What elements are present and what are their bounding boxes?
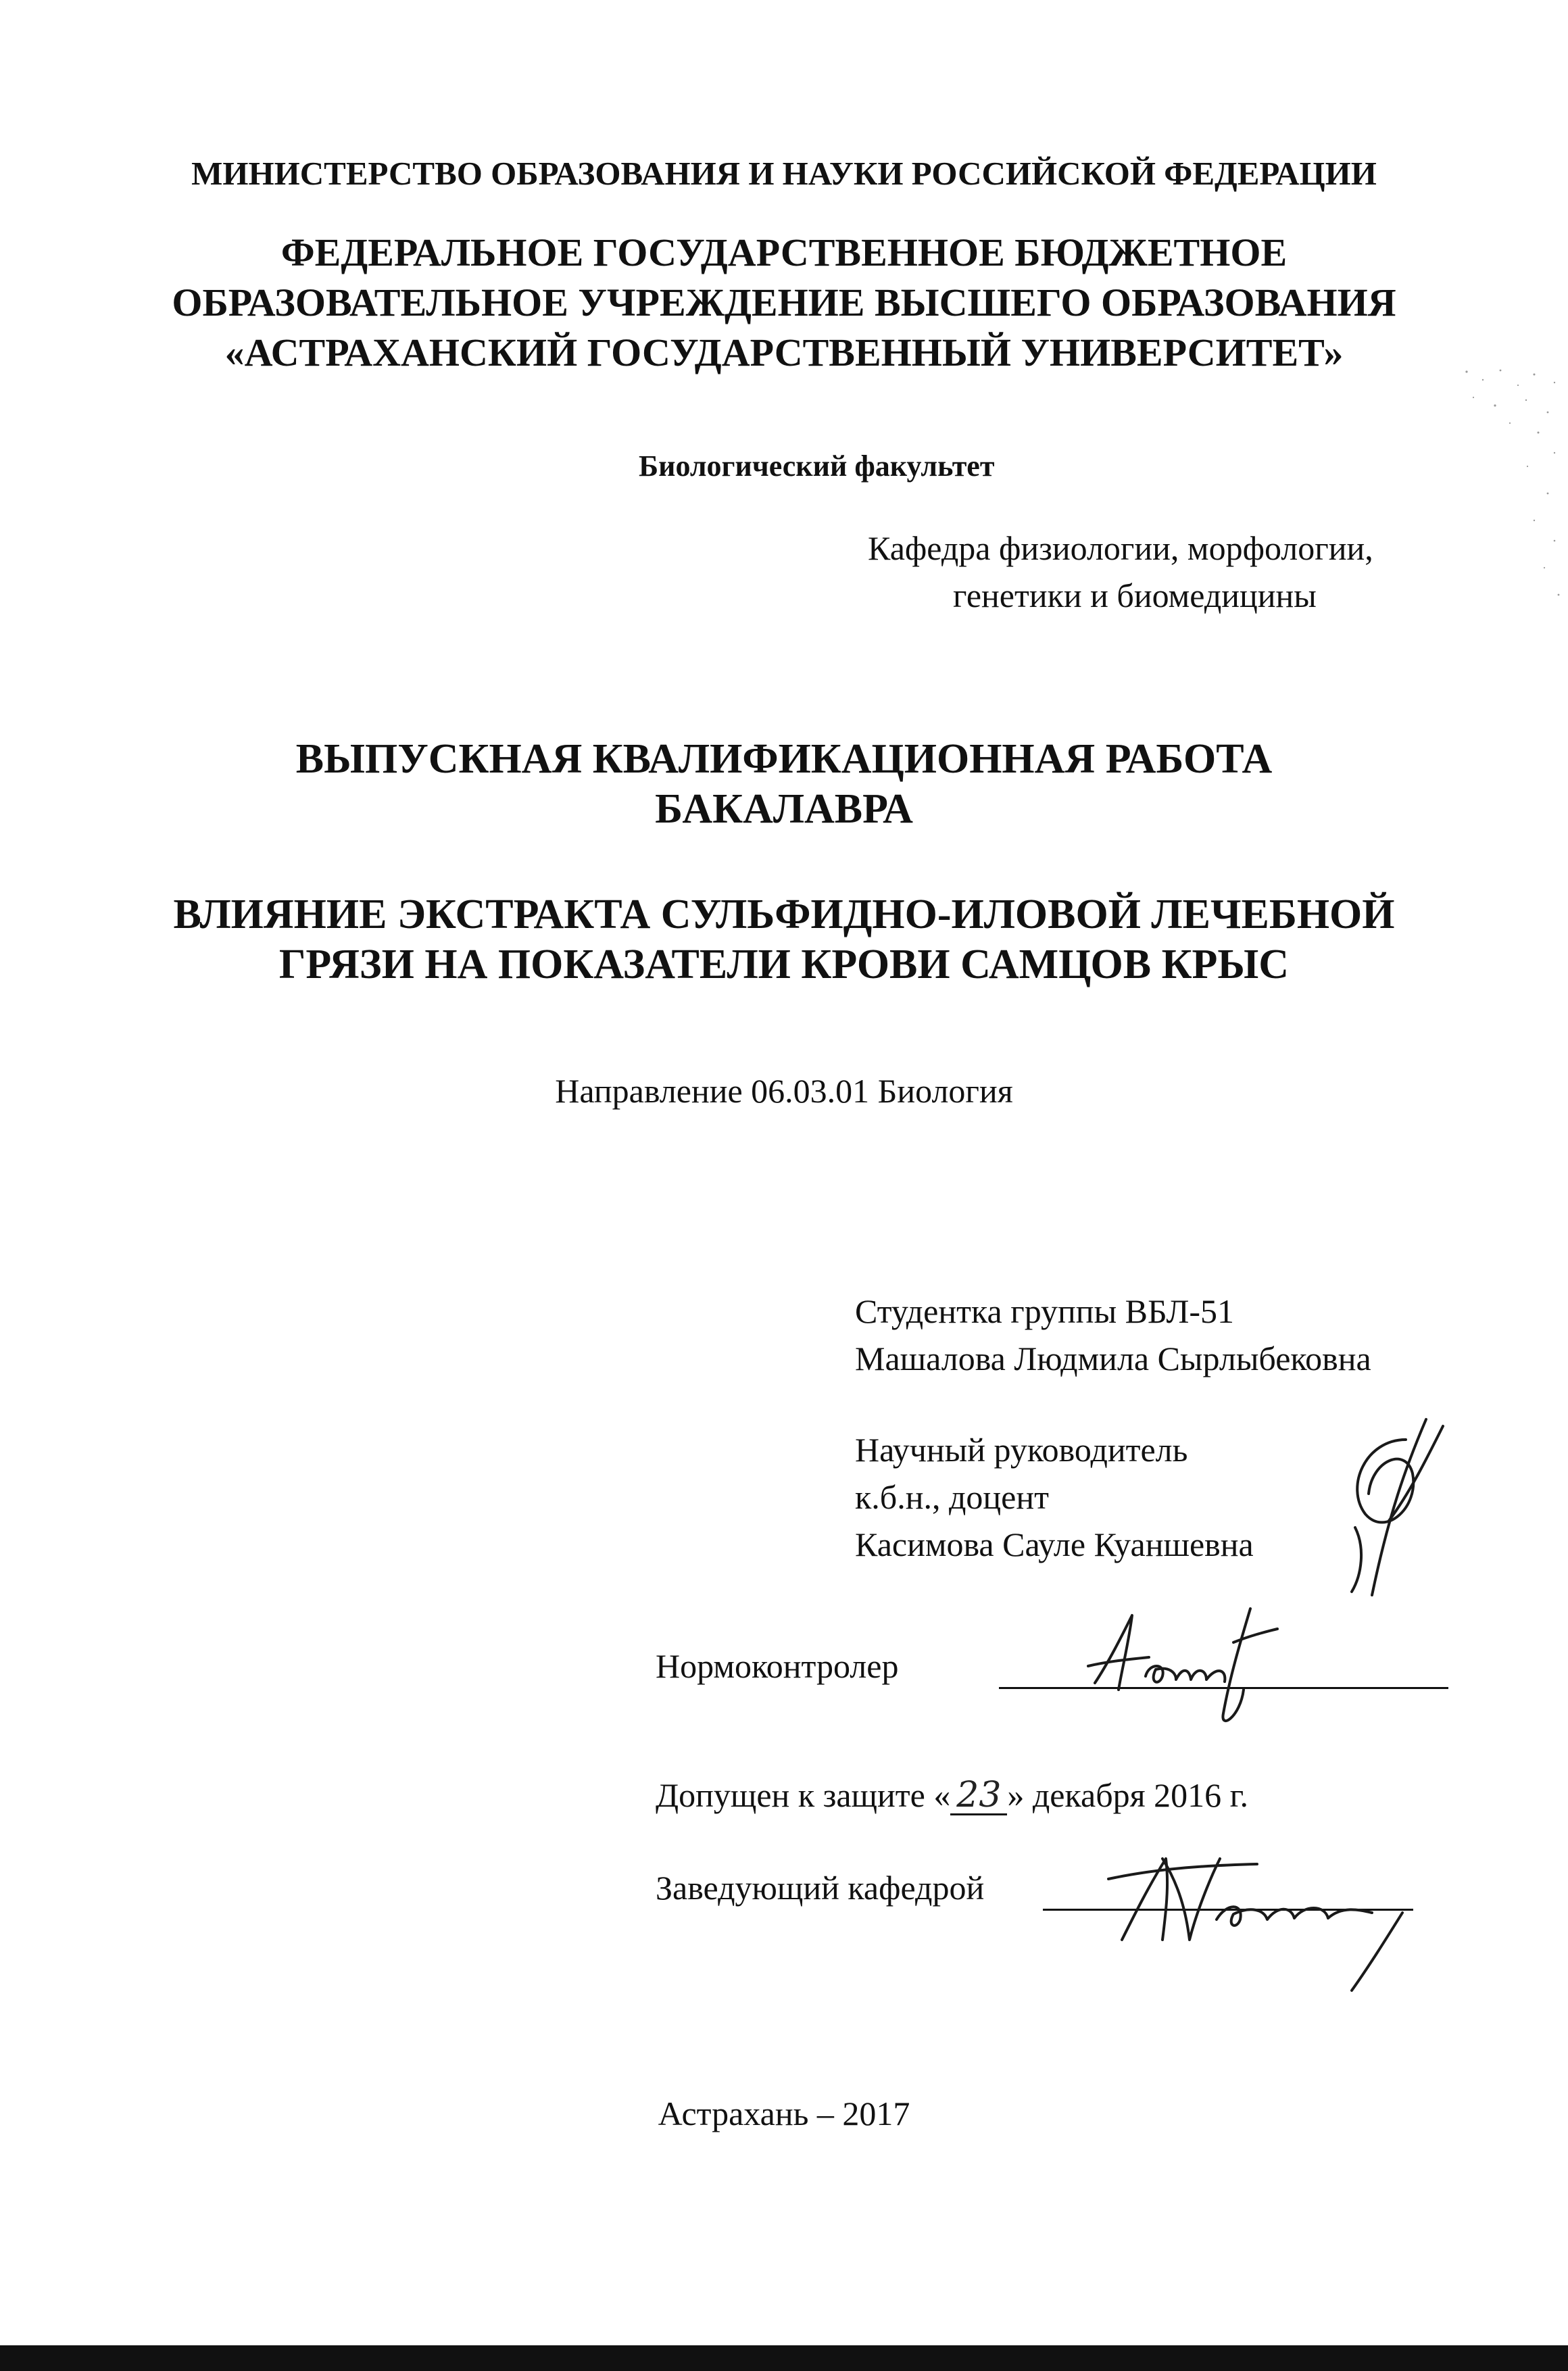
scan-noise-specks: [1453, 365, 1568, 608]
student-group: Студентка группы ВБЛ-51: [855, 1292, 1235, 1330]
admitted-day: 23: [950, 1777, 1007, 1815]
ministry-name: МИНИСТЕРСТВО ОБРАЗОВАНИЯ И НАУКИ РОССИЙСКОЙ ФЕДЕРАЦИИ: [191, 155, 1377, 192]
supervisor-degree: к.б.н., доцент: [855, 1478, 1049, 1516]
admitted-to-defense: [656, 1776, 1248, 1815]
institution-line-2: ОБРАЗОВАТЕЛЬНОЕ УЧРЕЖДЕНИЕ ВЫСШЕГО ОБРАЗОВАНИЯ: [172, 280, 1396, 324]
thesis-title-line-2: ГРЯЗИ НА ПОКАЗАТЕЛИ КРОВИ САМЦОВ КРЫС: [278, 942, 1290, 987]
department-line-2: генетики и биомедицины: [953, 577, 1317, 614]
department-line-1: Кафедра физиологии, морфологии,: [868, 529, 1373, 567]
student-name: Машалова Людмила Сырлыбековна: [855, 1340, 1371, 1377]
norm-controller-label: Нормоконтролер: [656, 1647, 899, 1685]
scan-edge-shadow: [0, 2345, 1568, 2371]
work-type-line-2: БАКАЛАВРА: [655, 786, 913, 832]
faculty-name: Биологический факультет: [639, 449, 995, 483]
supervisor-name: Касимова Сауле Куаншевна: [855, 1525, 1254, 1563]
department-head-label: Заведующий кафедрой: [656, 1869, 985, 1907]
norm-controller-signature: [1081, 1602, 1304, 1737]
institution-line-1: ФЕДЕРАЛЬНОЕ ГОСУДАРСТВЕННОЕ БЮДЖЕТНОЕ: [280, 230, 1288, 274]
institution-line-3: «АСТРАХАНСКИЙ ГОСУДАРСТВЕННЫЙ УНИВЕРСИТЕТ»: [224, 331, 1344, 374]
admitted-suffix: » декабря 2016 г.: [1007, 1776, 1249, 1814]
supervisor-signature: [1325, 1413, 1446, 1602]
thesis-title-line-1: ВЛИЯНИЕ ЭКСТРАКТА СУЛЬФИДНО-ИЛОВОЙ ЛЕЧЕБНОЙ: [173, 891, 1395, 937]
admitted-prefix: Допущен к защите «: [656, 1776, 951, 1814]
department-head-signature: [1102, 1838, 1419, 1994]
work-type-line-1: ВЫПУСКНАЯ КВАЛИФИКАЦИОННАЯ РАБОТА: [295, 736, 1273, 782]
supervisor-role: Научный руководитель: [855, 1431, 1188, 1469]
study-direction: Направление 06.03.01 Биология: [555, 1072, 1013, 1110]
city-year: Астрахань – 2017: [658, 2095, 910, 2132]
